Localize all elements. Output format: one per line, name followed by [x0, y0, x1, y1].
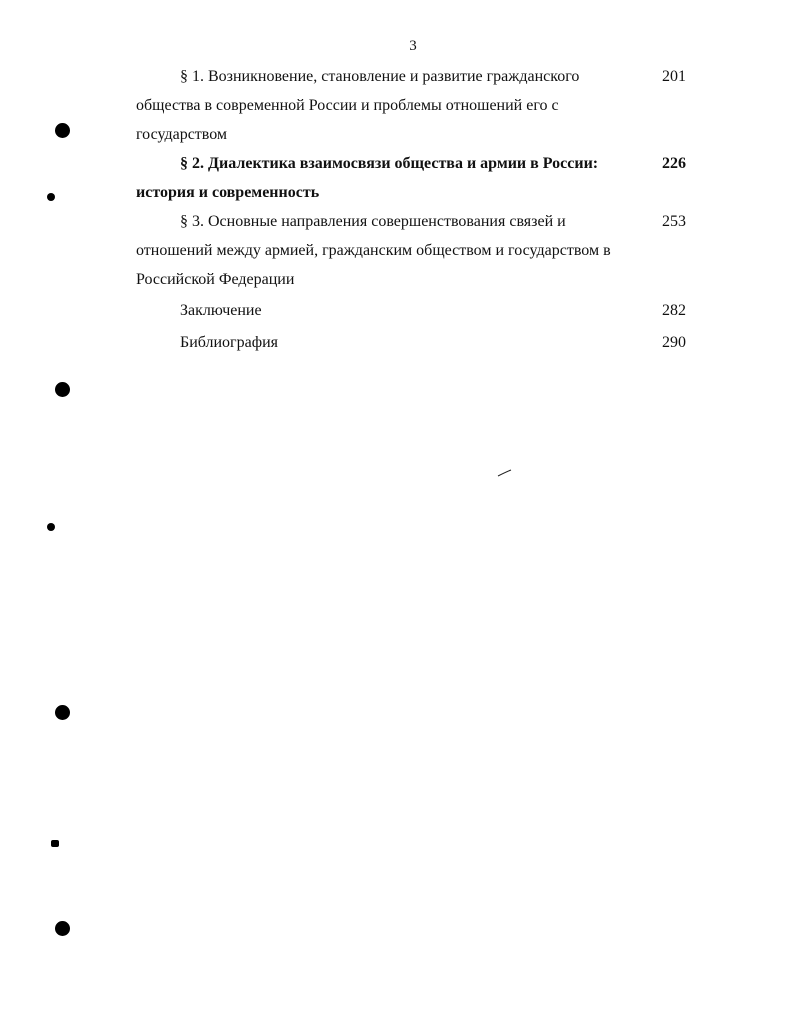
punch-hole-icon [55, 705, 70, 720]
toc-entry-title: § 3. Основные направления совершенствования связей и отношений между армией, гражданским обществом и государством в Российской Федерации [136, 213, 611, 288]
toc-entry-section-3[interactable] [136, 207, 696, 294]
punch-hole-icon [55, 123, 70, 138]
toc-entry-page: 282 [662, 302, 686, 319]
page-number: 3 [409, 38, 417, 54]
toc-entry-page: 201 [662, 68, 686, 85]
toc-entry-page: 253 [662, 213, 686, 230]
scan-mark-icon [51, 840, 59, 847]
toc-entry-page: 226 [662, 155, 686, 172]
toc-entry-title: § 1. Возникновение, становление и развитие гражданского общества в современной России и проблемы отношений его с государством [136, 68, 580, 143]
toc-entry-page: 290 [662, 334, 686, 351]
toc-entry-section-2[interactable] [136, 149, 696, 207]
toc-entry-title: § 2. Диалектика взаимосвязи общества и армии в России: история и современность [136, 155, 599, 201]
toc-entry-bibliography[interactable] [136, 328, 696, 357]
toc-entry-title: Заключение [180, 302, 262, 319]
punch-hole-icon [47, 523, 55, 531]
punch-hole-icon [55, 921, 70, 936]
pen-mark-icon [497, 468, 513, 478]
toc-entry-conclusion[interactable] [136, 296, 696, 325]
toc-entry-section-1[interactable] [136, 62, 696, 149]
punch-hole-icon [55, 382, 70, 397]
punch-hole-icon [47, 193, 55, 201]
toc-entry-title: Библиография [180, 334, 278, 351]
